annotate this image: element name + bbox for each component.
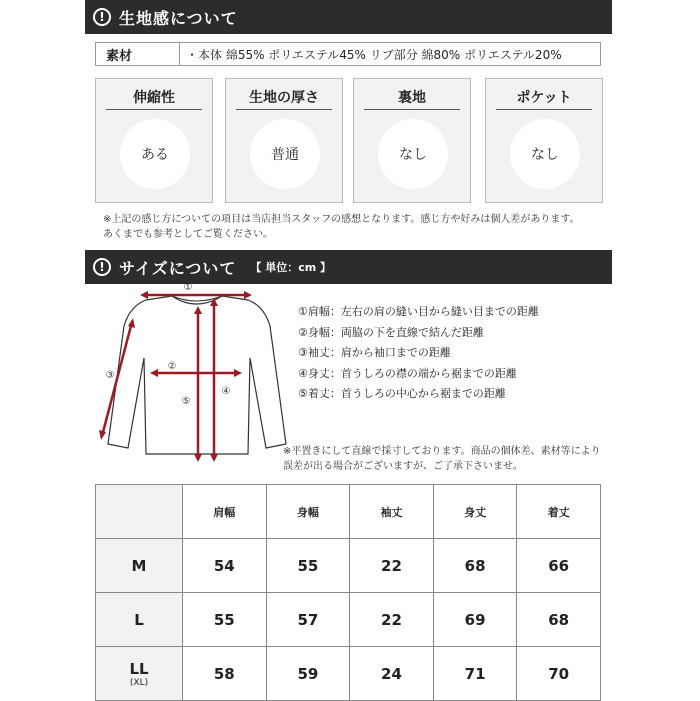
card-value: なし xyxy=(378,119,448,189)
exclamation-icon: ! xyxy=(93,258,111,276)
card-value: なし xyxy=(510,119,580,189)
card-stretch xyxy=(95,78,213,203)
table-cell: 22 xyxy=(350,539,434,593)
fabric-note-line: ※上記の感じ方についての項目は当店担当スタッフの感想となります。感じ方や好みは個人差があります。 xyxy=(103,214,580,225)
card-title: 裏地 xyxy=(364,87,460,110)
column-header: 身幅 xyxy=(266,485,350,539)
table-cell: 54 xyxy=(183,539,267,593)
shirt-measure-diagram xyxy=(88,276,288,468)
fabric-header xyxy=(85,0,612,34)
measure-legend xyxy=(298,302,539,405)
legend-item: ③袖丈：肩から袖口までの距離 xyxy=(298,346,451,359)
table-cell: 68 xyxy=(433,539,517,593)
row-label: LL xyxy=(129,659,149,678)
table-cell: 24 xyxy=(350,647,434,701)
size-note-line: ※平置きにして直線で採寸しております。商品の個体差、素材等により xyxy=(283,446,601,457)
table-cell: 58 xyxy=(183,647,267,701)
table-cell: 70 xyxy=(517,647,601,701)
fabric-note xyxy=(103,212,580,242)
arrow-head xyxy=(99,430,106,440)
column-header: 袖丈 xyxy=(350,485,434,539)
size-note xyxy=(283,444,601,474)
table-row xyxy=(96,539,601,593)
table-row xyxy=(96,593,601,647)
mark-5: ⑤ xyxy=(181,396,191,407)
table-cell: 59 xyxy=(266,647,350,701)
fabric-header-title: 生地感について xyxy=(119,8,238,28)
column-header: 身丈 xyxy=(433,485,517,539)
table-cell: 66 xyxy=(517,539,601,593)
table-cell: 68 xyxy=(517,593,601,647)
column-header: 肩幅 xyxy=(183,485,267,539)
unit-label: 【 単位：cm 】 xyxy=(250,261,332,274)
column-header: 着丈 xyxy=(517,485,601,539)
table-corner xyxy=(96,485,183,539)
card-thickness xyxy=(225,78,343,203)
fabric-note-line: あくまでも参考としてご覧ください。 xyxy=(103,229,273,240)
table-cell: 69 xyxy=(433,593,517,647)
row-label: M xyxy=(96,539,183,593)
legend-item: ⑤着丈：首うしろの中心から裾までの距離 xyxy=(298,387,506,400)
table-row xyxy=(96,647,601,701)
mark-4: ④ xyxy=(221,386,231,397)
size-header-title: サイズについて xyxy=(119,258,237,278)
table-cell: 71 xyxy=(433,647,517,701)
arrow-head xyxy=(210,454,218,462)
arrow-head xyxy=(140,291,148,299)
card-value: ある xyxy=(120,119,190,189)
legend-item: ①肩幅：左右の肩の縫い目から縫い目までの距離 xyxy=(298,305,539,318)
exclamation-icon: ! xyxy=(93,8,111,26)
legend-item: ②身幅：両脇の下を直線で結んだ距離 xyxy=(298,325,484,339)
card-value: 普通 xyxy=(250,119,320,189)
material-label: 素材 xyxy=(96,43,180,65)
card-title: ポケット xyxy=(496,87,592,110)
mark-1: ① xyxy=(183,282,193,293)
table-header-row xyxy=(96,485,601,539)
table-cell: 55 xyxy=(266,539,350,593)
table-cell: 57 xyxy=(266,593,350,647)
mark-2: ② xyxy=(167,361,177,372)
row-sublabel: (XL) xyxy=(129,677,149,688)
legend-item: ④身丈：首うしろの襟の端から裾までの距離 xyxy=(298,366,517,380)
card-lining xyxy=(353,78,471,203)
table-cell: 55 xyxy=(183,593,267,647)
material-row xyxy=(95,42,601,66)
table-cell: 22 xyxy=(350,593,434,647)
card-title: 生地の厚さ xyxy=(236,87,332,110)
row-label: L xyxy=(96,593,183,647)
size-table xyxy=(95,484,601,701)
arrow-head xyxy=(244,291,252,299)
arrow-head xyxy=(194,454,202,462)
card-title: 伸縮性 xyxy=(106,87,202,110)
card-pocket xyxy=(485,78,603,203)
row-label-cell xyxy=(96,647,183,701)
material-value: ・本体 綿55% ポリエステル45% リブ部分 綿80% ポリエステル20% xyxy=(186,47,562,62)
size-note-line: 誤差が出る場合がございますが、ご了承下さいませ。 xyxy=(283,461,523,472)
mark-3: ③ xyxy=(105,370,115,381)
